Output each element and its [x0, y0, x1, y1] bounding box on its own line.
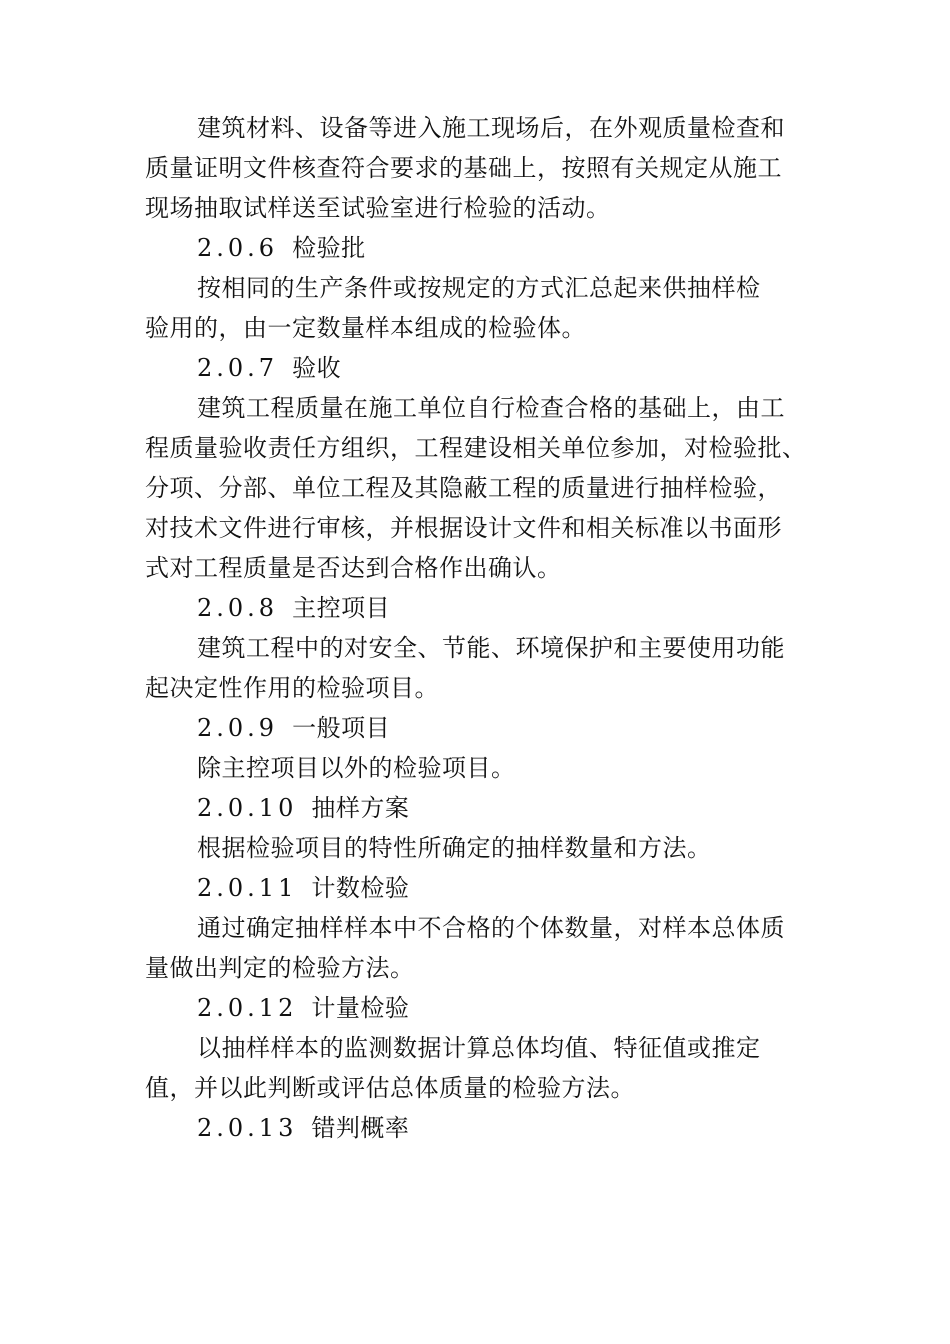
term-number: 2.0.9 — [197, 714, 279, 742]
term-heading — [145, 788, 815, 828]
definition-paragraph — [145, 108, 815, 228]
text-line: 验用的，由一定数量样本组成的检验体。 — [145, 314, 586, 342]
term-number: 2.0.13 — [197, 1114, 298, 1142]
text-line: 现场抽取试样送至试验室进行检验的活动。 — [145, 194, 611, 222]
definition-paragraph — [145, 268, 815, 348]
text-line: 建筑材料、设备等进入施工现场后，在外观质量检查和 — [197, 114, 785, 142]
term-heading — [145, 988, 815, 1028]
term-name: 主控项目 — [292, 594, 391, 622]
text-line: 程质量验收责任方组织，工程建设相关单位参加，对检验批、 — [145, 434, 807, 462]
definition-paragraph — [145, 1028, 815, 1108]
term-heading — [145, 868, 815, 908]
document-page — [145, 108, 815, 1148]
term-name: 错判概率 — [311, 1114, 410, 1142]
text-line: 以抽样样本的监测数据计算总体均值、特征值或推定 — [197, 1034, 761, 1062]
term-heading — [145, 1108, 815, 1148]
text-line: 根据检验项目的特性所确定的抽样数量和方法。 — [197, 834, 712, 862]
term-number: 2.0.8 — [197, 594, 279, 622]
text-line: 量做出判定的检验方法。 — [145, 954, 415, 982]
term-name: 一般项目 — [292, 714, 391, 742]
text-line: 起决定性作用的检验项目。 — [145, 674, 439, 702]
term-heading — [145, 228, 815, 268]
text-line: 式对工程质量是否达到合格作出确认。 — [145, 554, 562, 582]
text-line: 分项、分部、单位工程及其隐蔽工程的质量进行抽样检验， — [145, 474, 782, 502]
text-line: 除主控项目以外的检验项目。 — [197, 754, 516, 782]
text-line: 通过确定抽样样本中不合格的个体数量，对样本总体质 — [197, 914, 785, 942]
term-heading — [145, 348, 815, 388]
text-line: 值，并以此判断或评估总体质量的检验方法。 — [145, 1074, 635, 1102]
text-line: 建筑工程中的对安全、节能、环境保护和主要使用功能 — [197, 634, 785, 662]
text-line: 按相同的生产条件或按规定的方式汇总起来供抽样检 — [197, 274, 761, 302]
term-name: 计数检验 — [311, 874, 410, 902]
term-name: 计量检验 — [311, 994, 410, 1022]
term-name: 验收 — [292, 354, 342, 382]
term-number: 2.0.11 — [197, 874, 298, 902]
term-number: 2.0.6 — [197, 234, 279, 262]
term-number: 2.0.7 — [197, 354, 279, 382]
term-number: 2.0.12 — [197, 994, 298, 1022]
term-heading — [145, 588, 815, 628]
term-heading — [145, 708, 815, 748]
definition-paragraph — [145, 388, 815, 588]
definition-paragraph — [145, 908, 815, 988]
term-name: 检验批 — [292, 234, 366, 262]
definition-paragraph — [145, 828, 815, 868]
text-line: 质量证明文件核查符合要求的基础上，按照有关规定从施工 — [145, 154, 782, 182]
term-number: 2.0.10 — [197, 794, 298, 822]
text-line: 对技术文件进行审核，并根据设计文件和相关标准以书面形 — [145, 514, 782, 542]
term-name: 抽样方案 — [311, 794, 410, 822]
definition-paragraph — [145, 628, 815, 708]
definition-paragraph — [145, 748, 815, 788]
text-line: 建筑工程质量在施工单位自行检查合格的基础上，由工 — [197, 394, 785, 422]
